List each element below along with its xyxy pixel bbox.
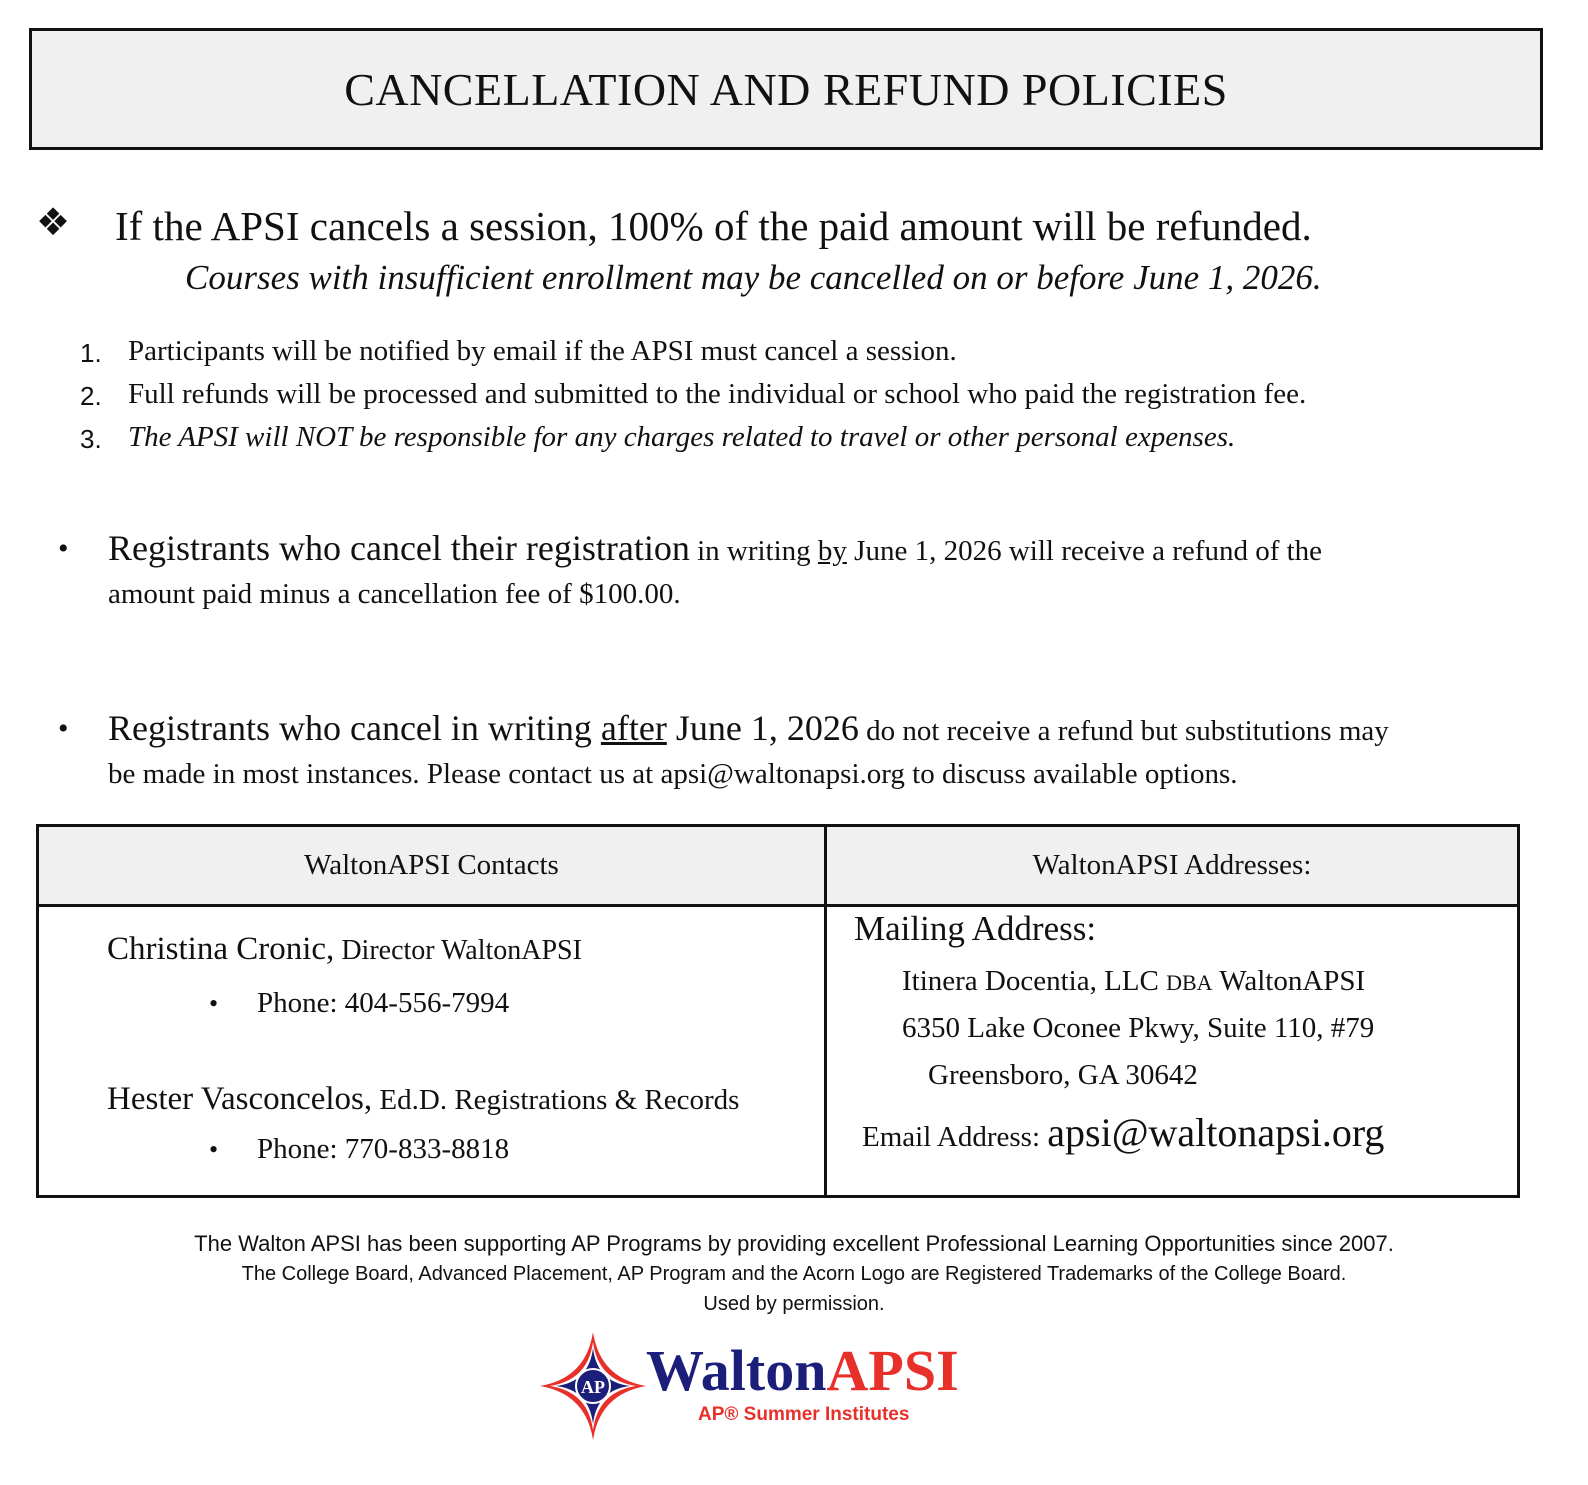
email-row [862, 1109, 1384, 1156]
logo-apsi: APSI [826, 1338, 959, 1403]
underlined-text: after [600, 708, 667, 748]
list-number: 3. [80, 424, 102, 454]
text: WaltonAPSI [1212, 965, 1366, 997]
waltonapsi-logo [538, 1330, 968, 1442]
registrant-after-line2: be made in most instances. Please contact us at apsi@waltonapsi.org to discuss available options. [108, 758, 1238, 790]
bullet-icon: • [209, 1135, 219, 1164]
addresses-header: WaltonAPSI Addresses: [1032, 849, 1312, 881]
title-box [29, 28, 1543, 150]
bullet-icon: • [58, 712, 69, 745]
contact-2 [107, 1081, 739, 1118]
contact-phone: Phone: 404-556-7994 [257, 987, 510, 1019]
logo-walton: Walton [646, 1338, 827, 1403]
lead-text: Registrants who cancel their registration [108, 528, 690, 568]
text: DBA [1166, 970, 1213, 995]
address-line-1 [902, 965, 1365, 998]
list-item: Full refunds will be processed and submitted to the individual or school who paid the registration fee. [128, 378, 1307, 410]
contact-1 [107, 931, 582, 968]
contact-name: Christina Cronic, [107, 931, 335, 967]
text: June 1, 2026 will receive a refund of the [846, 535, 1323, 567]
footer-line-3: Used by permission. [703, 1293, 885, 1315]
lead-text: June 1, 2026 [666, 708, 859, 748]
registrant-before-line2: amount paid minus a cancellation fee of $100.00. [108, 578, 681, 610]
logo-tagline: AP® Summer Institutes [698, 1404, 910, 1425]
page-title: CANCELLATION AND REFUND POLICIES [344, 63, 1228, 115]
contact-phone: Phone: 770-833-8818 [257, 1133, 510, 1165]
email-label: Email Address: [862, 1121, 1048, 1153]
footer-line-1: The Walton APSI has been supporting AP Programs by providing excellent Professional Learning Opportunities since 2007. [194, 1231, 1394, 1256]
list-number: 2. [80, 381, 102, 411]
text: in writing [689, 535, 818, 567]
column-divider [824, 827, 827, 1195]
apsi-cancel-headline: If the APSI cancels a session, 100% of the paid amount will be refunded. [115, 203, 1312, 249]
mailing-label: Mailing Address: [854, 909, 1097, 948]
list-item: Participants will be notified by email if the APSI must cancel a session. [128, 335, 957, 367]
registrant-before-line1 [108, 527, 1322, 569]
contacts-table [36, 824, 1520, 1198]
text: do not receive a refund but substitutions may [858, 715, 1389, 747]
logo-wordmark [646, 1338, 959, 1403]
lead-text: Registrants who cancel in writing [108, 708, 601, 748]
bullet-icon: • [209, 989, 219, 1018]
contacts-header: WaltonAPSI Contacts [304, 849, 559, 881]
list-item: The APSI will NOT be responsible for any charges related to travel or other personal expenses. [128, 421, 1236, 453]
contact-role: Ed.D. Registrations & Records [372, 1084, 740, 1116]
enrollment-note: Courses with insufficient enrollment may be cancelled on or before June 1, 2026. [185, 258, 1322, 297]
text: Itinera Docentia, LLC [902, 965, 1167, 997]
four-diamond-icon: ❖ [36, 200, 71, 244]
footer-line-2: The College Board, Advanced Placement, AP Program and the Acorn Logo are Registered Trademarks of the College Board. [241, 1263, 1347, 1285]
address-line-3: Greensboro, GA 30642 [928, 1059, 1198, 1091]
contact-name: Hester Vasconcelos, [107, 1081, 373, 1117]
ap-diamond-icon [538, 1330, 648, 1442]
contact-role: Director WaltonAPSI [334, 935, 582, 966]
address-line-2: 6350 Lake Oconee Pkwy, Suite 110, #79 [902, 1012, 1375, 1044]
svg-text:AP: AP [581, 1377, 605, 1397]
underlined-text: by [817, 535, 847, 567]
registrant-after-line1 [108, 707, 1389, 749]
email-link[interactable]: apsi@waltonapsi.org [1047, 1110, 1385, 1155]
list-number: 1. [80, 338, 102, 368]
bullet-icon: • [58, 532, 69, 565]
